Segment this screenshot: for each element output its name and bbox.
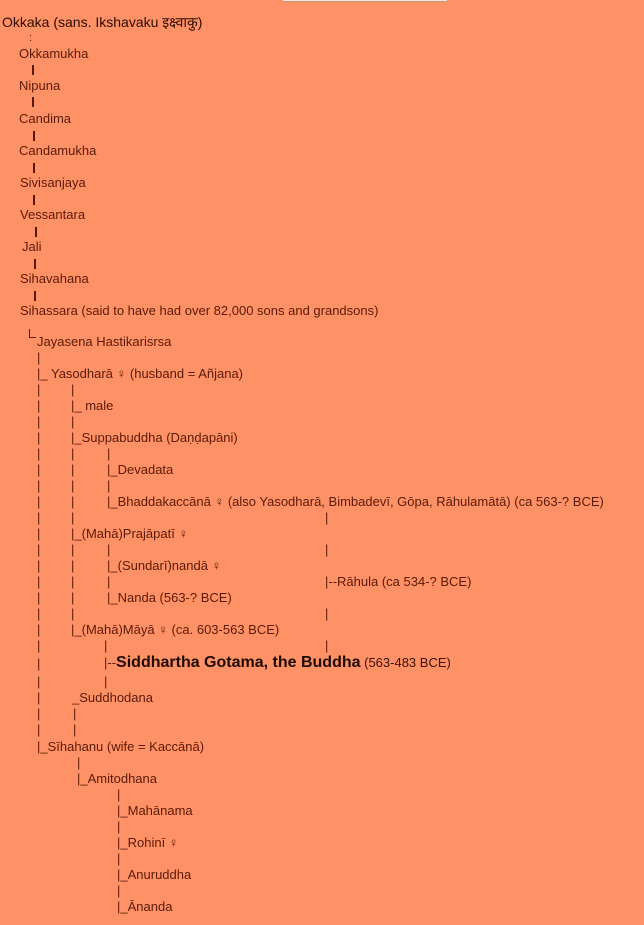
lineage-candima: Candima: [19, 111, 72, 126]
branch-bar: |: [71, 510, 75, 525]
branch-bar: |: [71, 590, 75, 605]
trunk-bar: |: [37, 674, 41, 689]
sub-branch-bar: |: [117, 819, 121, 834]
anuruddha-label: _Anuruddha: [120, 867, 192, 882]
root-ancestor-title: [2, 14, 202, 31]
trunk-bar: |: [37, 382, 41, 397]
rohini-label: _Rohinī ♀: [120, 835, 179, 850]
branch-bar: |: [71, 542, 75, 557]
amitodhana-label: _Amitodhana: [80, 771, 158, 786]
trunk-bar: |: [37, 398, 41, 413]
trunk-bar: |: [37, 606, 41, 621]
trunk-bar: |: [37, 558, 41, 573]
trunk-bar: |: [37, 690, 41, 705]
sub-branch-bar: |: [107, 446, 111, 461]
male-label: _ male: [74, 398, 114, 413]
elbow-connector: [29, 329, 36, 338]
trunk-bar: |: [37, 446, 41, 461]
connector-line: [33, 131, 35, 141]
branch-bar: |: [71, 462, 75, 477]
ananda-label: _Ānanda: [120, 899, 173, 914]
trunk-bar: |: [37, 722, 41, 737]
person-maya: |_(Mahā)Māyā ♀ (ca. 603-563 BCE): [71, 622, 280, 637]
person-bhaddakaccana: |_Bhaddakaccānā ♀ (also Yasodharā, Bimbadevī, Gōpa, Rāhulamātā) (ca 563-? BCE): [107, 494, 604, 509]
person-suppabuddha: |_Suppabuddha (Daṇḍapāni): [71, 430, 238, 445]
lineage-sihavahana: Sihavahana: [20, 271, 89, 286]
trunk-bar: |: [37, 590, 41, 605]
person-jayasena: Jayasena Hastikarisrsa: [37, 334, 172, 349]
person-rohini: |_Rohinī ♀: [117, 835, 179, 850]
prajapati-label: _(Mahā)Prajāpatī ♀: [74, 526, 189, 541]
lineage-sihassara: Sihassara (said to have had over 82,000 sons and grandsons): [20, 303, 379, 318]
trunk-bar: |: [37, 706, 41, 721]
connector-line: [34, 291, 36, 301]
trunk-bar: |: [37, 574, 41, 589]
title-latin: Okkaka (sans. Ikshavaku: [2, 14, 163, 30]
lineage-sivisanjaya: Sivisanjaya: [20, 175, 86, 190]
connector-line: [33, 195, 35, 205]
bhaddakaccana-label: _Bhaddakaccānā ♀ (also Yasodharā, Bimbadevī, Gōpa, Rāhulamātā) (ca 563-? BCE): [110, 494, 604, 509]
buddha-dates: (563-483 BCE): [360, 655, 451, 670]
trunk-bar: |: [37, 542, 41, 557]
rahula-bar: |: [325, 638, 329, 653]
trunk-bar: |: [37, 462, 41, 477]
person-yasodhara: |_ Yasodharā ♀ (husband = Añjana): [37, 366, 244, 381]
trunk-bar: |: [37, 526, 41, 541]
buddha-bar: |: [104, 674, 108, 689]
lineage-jali: Jali: [22, 239, 42, 254]
top-edge-bar: [283, 0, 447, 2]
trunk-bar: |: [37, 638, 41, 653]
lineage-okkamukha: Okkamukha: [19, 46, 89, 61]
trunk-bar: |: [37, 350, 41, 365]
person-male: |_ male: [71, 398, 114, 413]
nanda-label: _Nanda (563-? BCE): [110, 590, 232, 605]
trunk-bar: |: [37, 656, 41, 671]
rahula-bar: |: [325, 510, 329, 525]
connector-line: [35, 227, 37, 237]
rahula-bar: |: [325, 606, 329, 621]
connector-line: [32, 97, 34, 107]
buddha-prefix: |--: [104, 655, 117, 670]
person-devadata: |_Devadata: [107, 462, 174, 477]
person-ananda: |_Ānanda: [117, 899, 173, 914]
sub-branch-bar: |: [107, 574, 111, 589]
trunk-bar: |: [37, 414, 41, 429]
trunk-bar: |: [37, 510, 41, 525]
branch-bar: |: [71, 606, 75, 621]
branch-bar: |: [71, 446, 75, 461]
mahanama-label: _Mahānama: [120, 803, 193, 818]
person-nanda: |_Nanda (563-? BCE): [107, 590, 232, 605]
sub-branch-bar: |: [107, 478, 111, 493]
branch-bar: |: [77, 755, 81, 770]
sihahanu-label: _Sīhahanu (wife = Kaccānā): [40, 739, 205, 754]
lineage-candamukha: Candamukha: [19, 143, 97, 158]
rahula-bar: |: [325, 542, 329, 557]
lineage-nipuna: Nipuna: [19, 78, 61, 93]
person-amitodhana: |_Amitodhana: [77, 771, 158, 786]
connector-line: [34, 259, 36, 269]
connector-line: [33, 163, 35, 173]
sub-branch-bar: |: [117, 883, 121, 898]
maya-label: _(Mahā)Māyā ♀ (ca. 603-563 BCE): [74, 622, 280, 637]
trunk-bar: |: [37, 478, 41, 493]
buddha-name: Siddhartha Gotama, the Buddha: [116, 654, 361, 671]
branch-bar: |: [71, 558, 75, 573]
person-sihahanu: |_Sīhahanu (wife = Kaccānā): [37, 739, 205, 754]
trunk-bar: |: [37, 430, 41, 445]
suppabuddha-label: _Suppabuddha (Daṇḍapāni): [74, 430, 238, 445]
branch-bar: |: [73, 722, 77, 737]
ellipsis-dots: :: [29, 32, 33, 44]
sub-branch-bar: |: [117, 851, 121, 866]
sundarinanda-label: _(Sundarī)nandā ♀: [110, 558, 222, 573]
person-prajapati: |_(Mahā)Prajāpatī ♀: [71, 526, 189, 541]
branch-bar: |: [71, 414, 75, 429]
person-suddhodana: _Suddhodana: [72, 690, 153, 705]
lineage-vessantara: Vessantara: [20, 207, 86, 222]
person-mahanama: |_Mahānama: [117, 803, 193, 818]
title-devanagari: इक्ष्वाकु: [162, 15, 198, 31]
person-sundarinanda: |_(Sundarī)nandā ♀: [107, 558, 222, 573]
yasodhara-label: _ Yasodharā ♀ (husband = Añjana): [40, 366, 244, 381]
buddha-bar: |: [104, 638, 108, 653]
trunk-bar: |: [37, 494, 41, 509]
sub-branch-bar: |: [117, 787, 121, 802]
branch-bar: |: [73, 706, 77, 721]
branch-bar: |: [71, 478, 75, 493]
branch-bar: |: [71, 382, 75, 397]
trunk-bar: |: [37, 622, 41, 637]
branch-bar: |: [71, 494, 75, 509]
connector-line: [32, 65, 34, 75]
person-rahula: |--Rāhula (ca 534-? BCE): [325, 574, 472, 589]
devadata-label: _Devadata: [110, 462, 174, 477]
person-buddha: [104, 655, 451, 671]
title-close: ): [197, 14, 203, 30]
sub-branch-bar: |: [107, 542, 111, 557]
branch-bar: |: [71, 574, 75, 589]
person-anuruddha: |_Anuruddha: [117, 867, 192, 882]
